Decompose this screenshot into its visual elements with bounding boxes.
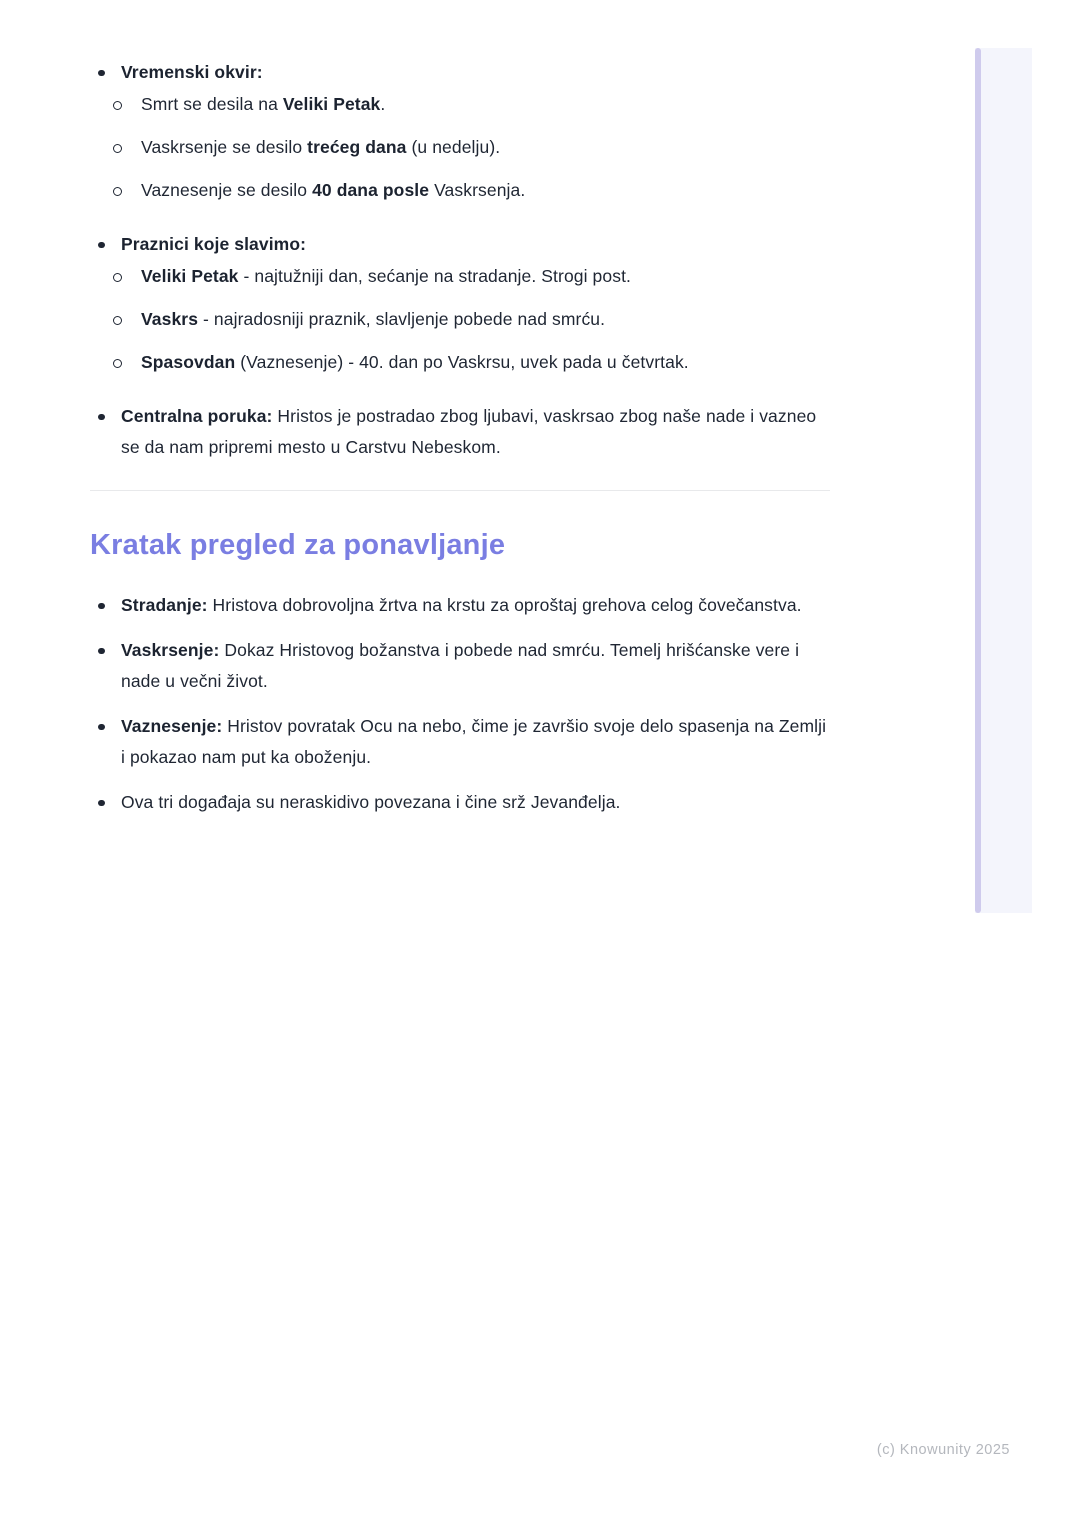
list-item (90, 711, 832, 773)
list-item-text (141, 304, 605, 335)
bullet-icon (90, 711, 121, 773)
note-content (90, 57, 832, 818)
text-segment: Vaskrsenja. (429, 180, 526, 200)
text-segment: Smrt se desila na (141, 94, 283, 114)
sub-bullet-icon (104, 304, 141, 335)
text-segment-bold: Stradanje: (121, 595, 208, 615)
list-item (90, 132, 832, 163)
text-segment: (u nedelju). (406, 137, 501, 157)
text-segment: Hristova dobrovoljna žrtva na krstu za oproštaj grehova celog čovečanstva. (207, 595, 802, 615)
sub-bullet-icon (104, 175, 141, 206)
section-review (90, 590, 832, 818)
list-item-text (141, 89, 385, 120)
list-item (90, 304, 832, 335)
sub-bullet-icon (104, 261, 141, 292)
list-item-text (141, 347, 689, 378)
text-segment: . (380, 94, 386, 114)
text-segment: - najtužniji dan, sećanje na stradanje. Strogi post. (238, 266, 632, 286)
list-item-text (121, 590, 802, 621)
scrollbar-thumb[interactable] (975, 48, 981, 913)
text-segment-bold: Centralna poruka: (121, 406, 273, 426)
list-item (90, 175, 832, 206)
copyright-text: (c) Knowunity 2025 (876, 1442, 1010, 1458)
text-segment: Hristos je postradao zbog ljubavi, vaskrsao zbog naše nade i vazneo se da nam pripremi mesto u Carstvu Nebeskom. (121, 406, 817, 457)
text-segment-bold: trećeg dana (307, 137, 407, 157)
text-segment-bold: Veliki Petak (141, 266, 239, 286)
section-central-message (90, 401, 832, 463)
list-item-text (121, 635, 832, 697)
text-segment-bold: Praznici koje slavimo: (121, 234, 307, 254)
text-segment: Hristov povratak Ocu na nebo, čime je završio svoje delo spasenja na Zemlji i pokazao nam put ka oboženju. (121, 716, 827, 767)
text-segment-bold: Vaskrsenje: (121, 640, 220, 660)
list-item-text (141, 261, 631, 292)
section-timeline (90, 57, 832, 206)
bullet-icon (90, 401, 121, 463)
text-segment-bold: 40 dana posle (312, 180, 430, 200)
text-segment: - najradosniji praznik, slavljenje pobede nad smrću. (198, 309, 606, 329)
list-item-text (141, 175, 525, 206)
list-item (90, 57, 832, 88)
list-item (90, 590, 832, 621)
list-item (90, 401, 832, 463)
text-segment: Ova tri događaja su neraskidivo povezana i čine srž Jevanđelja. (121, 792, 621, 812)
list-item-text (141, 132, 500, 163)
bullet-icon (90, 787, 121, 818)
copyright-footer (877, 1440, 1010, 1460)
scroll-indicator-track (975, 48, 1032, 913)
bullet-icon (90, 57, 121, 88)
text-segment-bold: Vaskrs (141, 309, 199, 329)
list-item-text (121, 229, 306, 260)
list-item-text (121, 711, 832, 773)
section-divider (90, 490, 830, 491)
bullet-icon (90, 590, 121, 621)
text-segment: Vaskrsenje se desilo (141, 137, 308, 157)
text-segment-bold: Spasovdan (141, 352, 236, 372)
sub-bullet-icon (104, 132, 141, 163)
text-segment-bold: Vremenski okvir: (121, 62, 263, 82)
list-item-text (121, 787, 621, 818)
list-item-text (121, 57, 263, 88)
list-item (90, 229, 832, 260)
list-item (90, 787, 832, 818)
section-holidays (90, 229, 832, 378)
sub-bullet-icon (104, 347, 141, 378)
text-segment-bold: Veliki Petak (282, 94, 381, 114)
bullet-icon (90, 229, 121, 260)
bullet-icon (90, 635, 121, 697)
list-item (90, 347, 832, 378)
text-segment: Vaznesenje se desilo (141, 180, 313, 200)
section-heading: Kratak pregled za ponavljanje (90, 529, 506, 561)
list-item (90, 261, 832, 292)
list-item-text (121, 401, 832, 463)
sub-bullet-icon (104, 89, 141, 120)
list-item (90, 89, 832, 120)
text-segment-bold: Vaznesenje: (121, 716, 223, 736)
text-segment: (Vaznesenje) - 40. dan po Vaskrsu, uvek pada u četvrtak. (235, 352, 689, 372)
list-item (90, 635, 832, 697)
text-segment: Dokaz Hristovog božanstva i pobede nad smrću. Temelj hrišćanske vere i nade u večni život. (121, 640, 800, 691)
